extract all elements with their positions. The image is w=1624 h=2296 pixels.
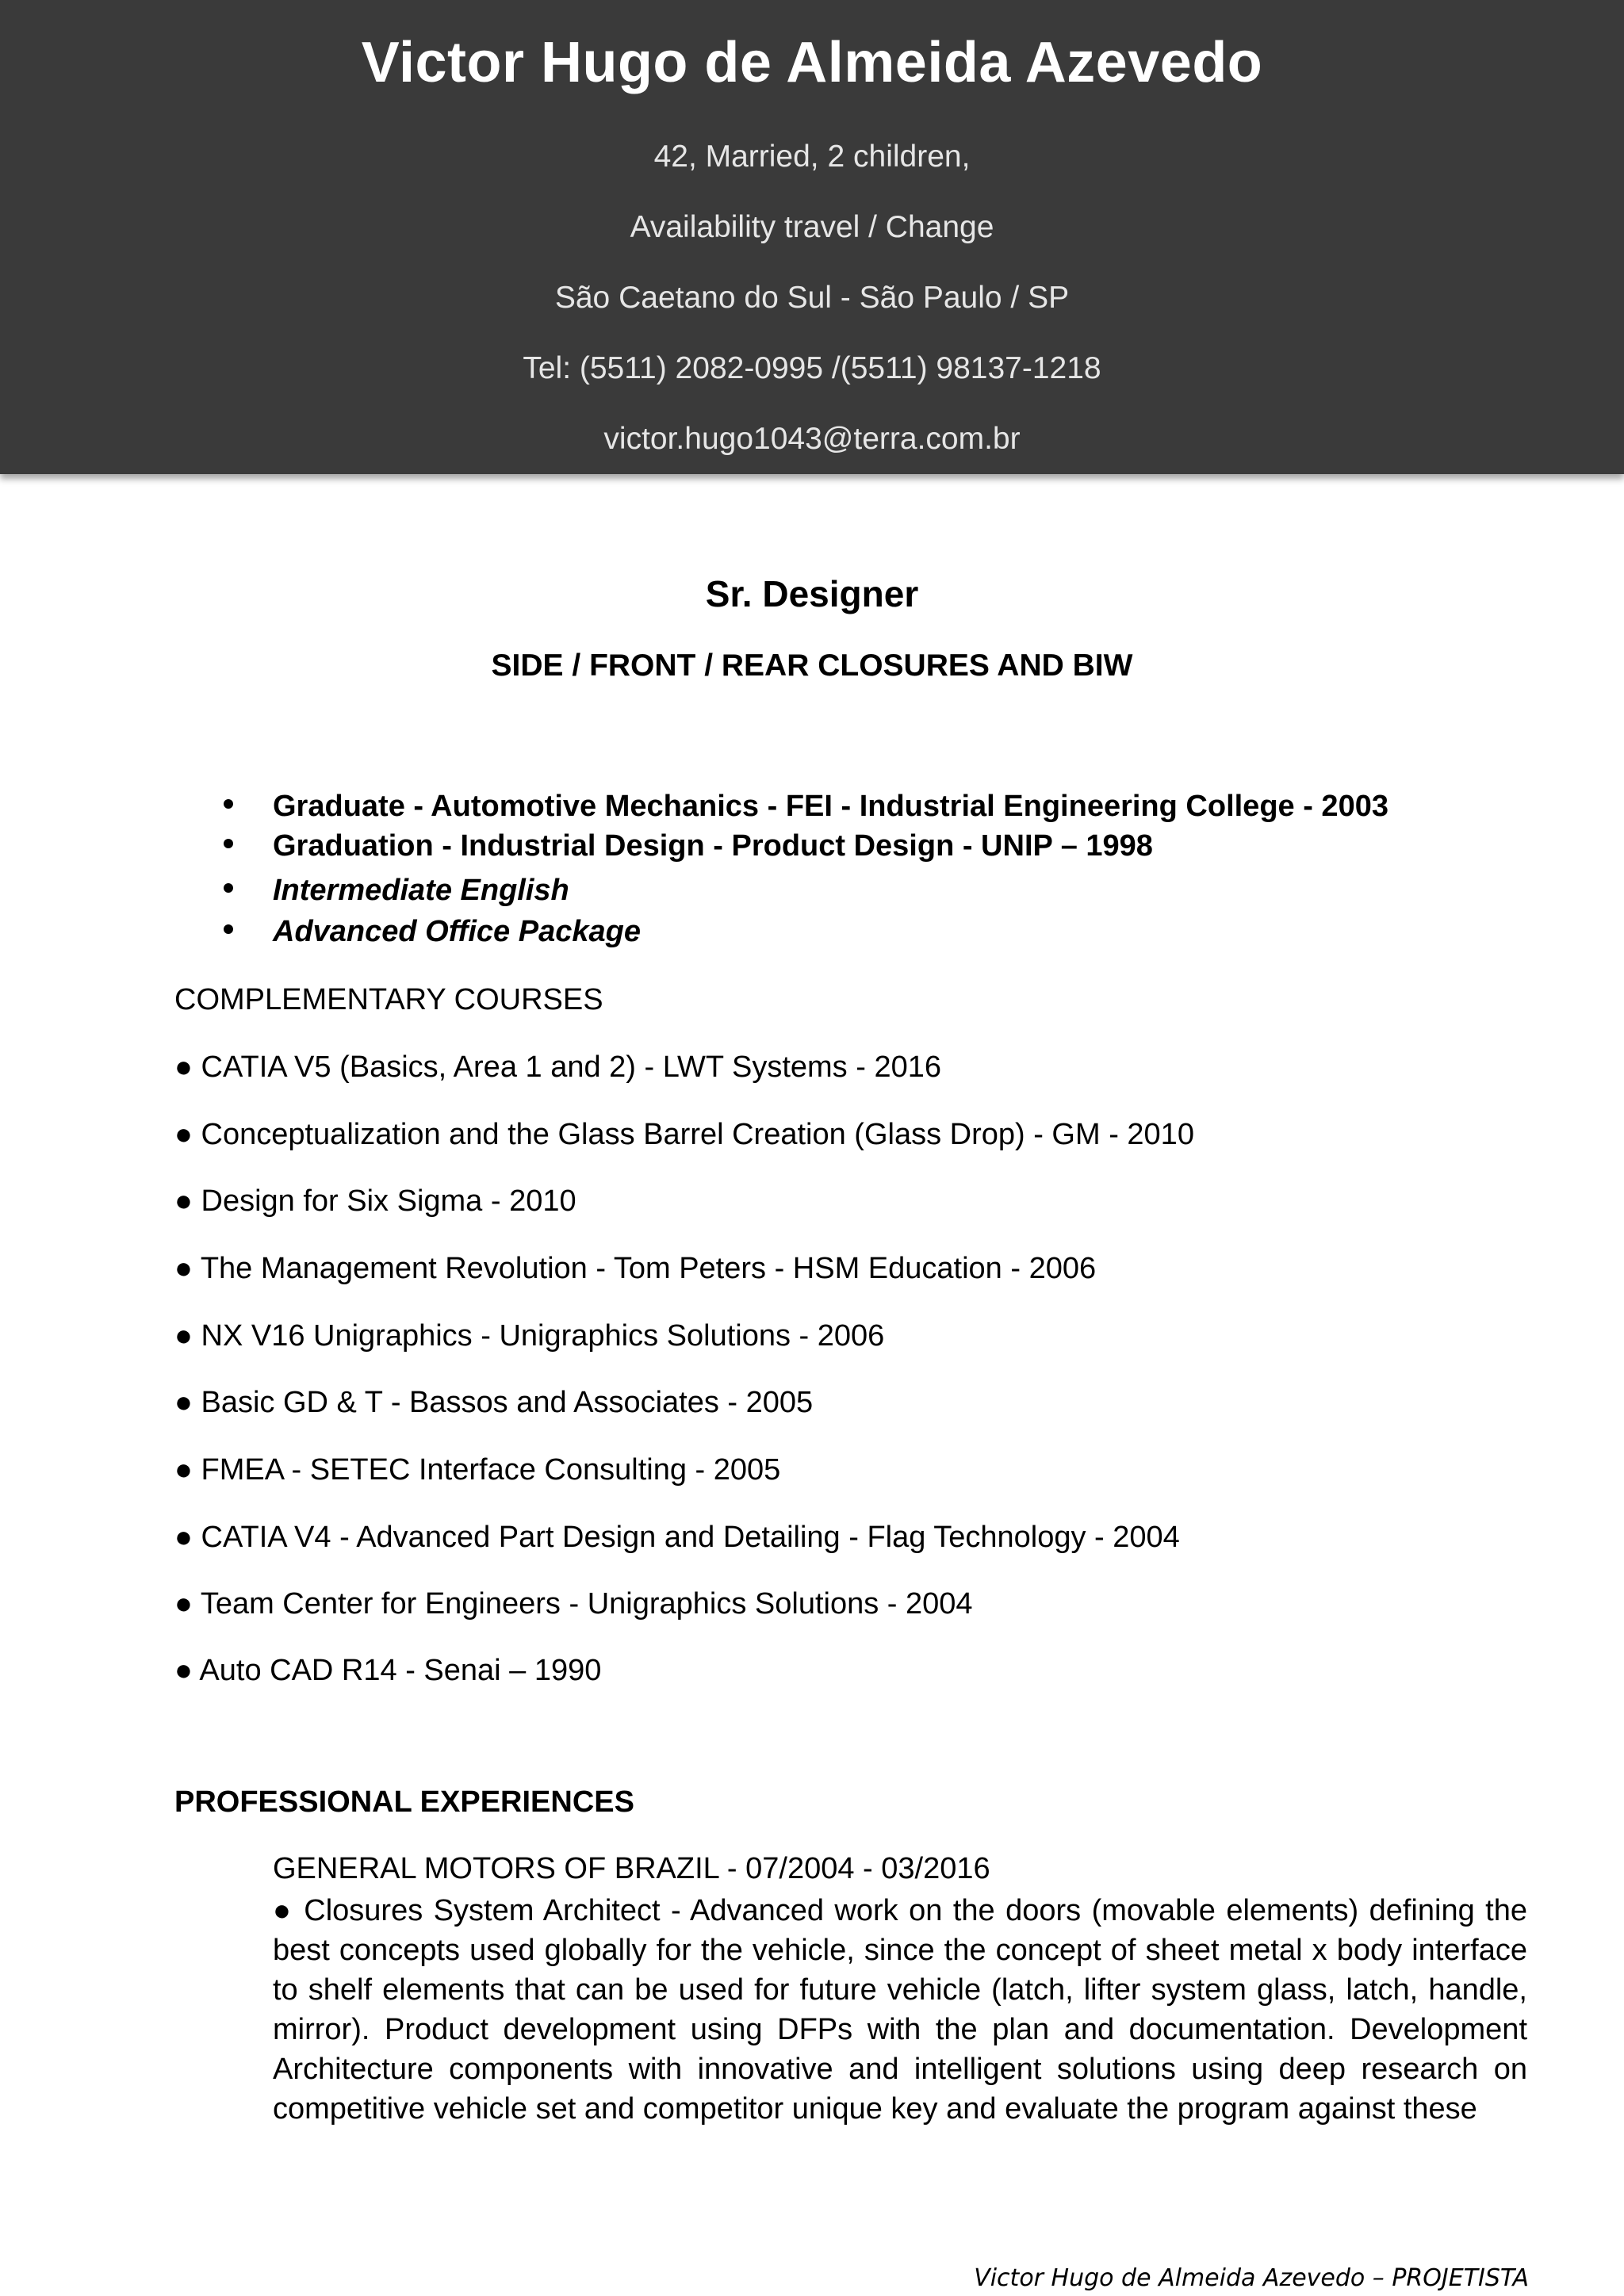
bullet-icon — [224, 924, 233, 934]
location-line: São Caetano do Sul - São Paulo / SP — [554, 281, 1070, 315]
page-footer: Victor Hugo de Almeida Azevedo – PROJETISTA — [974, 2264, 1529, 2292]
bullet-icon — [224, 883, 233, 893]
employer-heading: GENERAL MOTORS OF BRAZIL - 07/2004 - 03/2016 — [273, 1852, 990, 1885]
course-item: ● The Management Revolution - Tom Peters - HSM Education - 2006 — [174, 1252, 1097, 1285]
job-subtitle: SIDE / FRONT / REAR CLOSURES AND BIW — [491, 649, 1133, 683]
course-item: ● CATIA V5 (Basics, Area 1 and 2) - LWT Systems - 2016 — [174, 1050, 941, 1084]
experience-heading: PROFESSIONAL EXPERIENCES — [174, 1785, 634, 1819]
bullet-icon — [224, 799, 233, 809]
phone-line: Tel: (5511) 2082-0995 /(5511) 98137-1218 — [523, 351, 1101, 385]
course-item: ● Auto CAD R14 - Senai – 1990 — [174, 1654, 602, 1687]
course-item: ● Basic GD & T - Bassos and Associates - 2005 — [174, 1386, 814, 1419]
job-description: ● Closures System Architect - Advanced work on the doors (movable elements) defining the best concepts used globally for the vehicle, since the concept of sheet metal x body interface to shelf elements that can be used for future vehicle (latch, lifter system glass, latch, handle, mirror). Product development using DFPs with the plan and documentation. Development Architecture components with innovative and intelligent solutions using deep research on competitive vehicle set and competitor unique key and evaluate the program against these — [273, 1894, 1527, 2126]
education-text: Graduation - Industrial Design - Product Design - UNIP – 1998 — [273, 829, 1153, 863]
education-text: Intermediate English — [273, 874, 569, 907]
course-item: ● Conceptualization and the Glass Barrel Creation (Glass Drop) - GM - 2010 — [174, 1118, 1194, 1151]
email-line: victor.hugo1043@terra.com.br — [603, 422, 1021, 456]
course-item: ● CATIA V4 - Advanced Part Design and Detailing - Flag Technology - 2004 — [174, 1521, 1180, 1554]
course-item: ● NX V16 Unigraphics - Unigraphics Solutions - 2006 — [174, 1319, 885, 1353]
course-item: ● FMEA - SETEC Interface Consulting - 2005 — [174, 1453, 781, 1487]
job-title: Sr. Designer — [705, 573, 919, 614]
education-text: Advanced Office Package — [273, 915, 641, 948]
education-text: Graduate - Automotive Mechanics - FEI - Industrial Engineering College - 2003 — [273, 790, 1388, 823]
bullet-icon — [224, 839, 233, 848]
courses-heading: COMPLEMENTARY COURSES — [174, 983, 603, 1016]
personal-info-line: 42, Married, 2 children, — [653, 140, 971, 174]
course-item: ● Design for Six Sigma - 2010 — [174, 1184, 576, 1218]
course-item: ● Team Center for Engineers - Unigraphics Solutions - 2004 — [174, 1587, 973, 1621]
availability-line: Availability travel / Change — [630, 210, 994, 244]
candidate-name: Victor Hugo de Almeida Azevedo — [361, 31, 1263, 94]
resume-header — [0, 0, 1624, 474]
